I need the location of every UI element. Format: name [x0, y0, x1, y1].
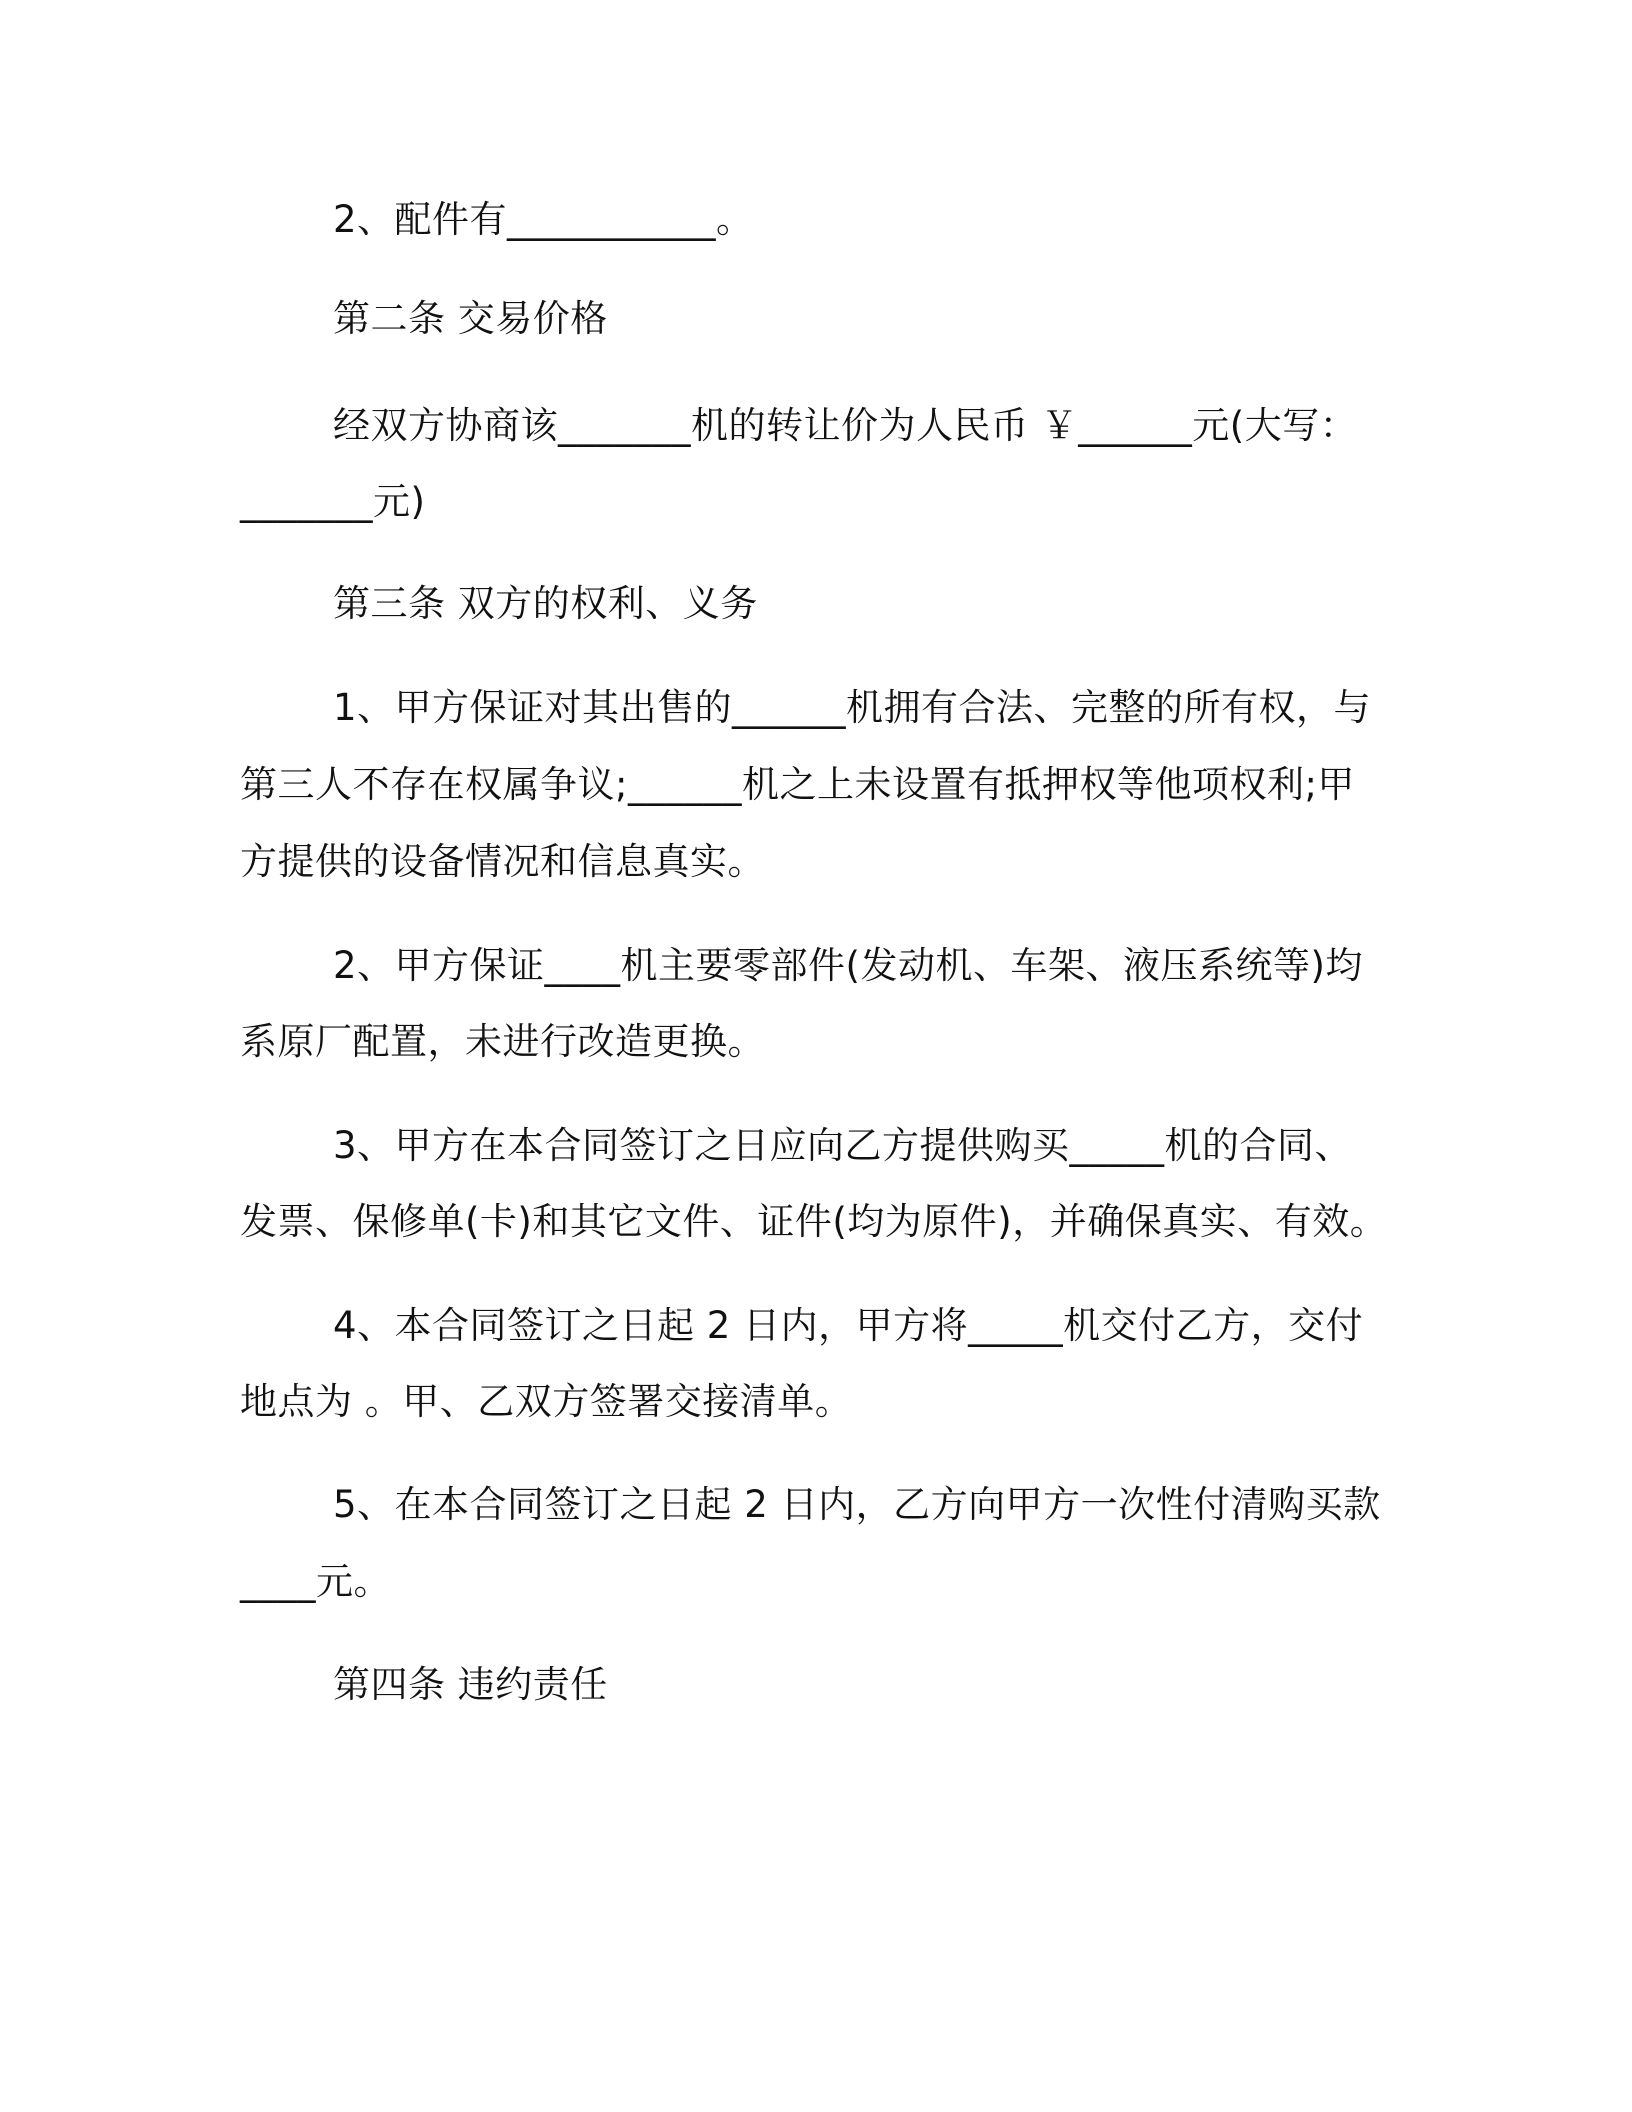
clause-item-accessories: 2、配件有___________。: [333, 198, 754, 241]
clause-3-line-1: 3、甲方在本合同签订之日应向乙方提供购买_____机的合同、: [333, 1124, 1353, 1167]
clause-1-line-3: 方提供的设备情况和信息真实。: [240, 840, 765, 883]
price-paragraph-line-1: 经双方协商该_______机的转让价为人民币 ￥______元(大写：: [333, 404, 1358, 447]
clause-1-line-1: 1、甲方保证对其出售的______机拥有合法、完整的所有权，与: [333, 686, 1372, 729]
clause-2-line-2: 系原厂配置，未进行改造更换。: [240, 1020, 765, 1063]
clause-4-line-1: 4、本合同签订之日起 2 日内，甲方将_____机交付乙方，交付: [333, 1304, 1364, 1347]
article-4-heading: 第四条 违约责任: [333, 1663, 608, 1706]
price-paragraph-line-2: _______元): [240, 480, 426, 523]
article-3-heading: 第三条 双方的权利、义务: [333, 582, 758, 625]
clause-4-line-2: 地点为 。甲、乙双方签署交接清单。: [240, 1380, 853, 1423]
clause-5-line-2: ____元。: [240, 1560, 391, 1603]
clause-5-line-1: 5、在本合同签订之日起 2 日内，乙方向甲方一次性付清购买款: [333, 1483, 1381, 1526]
clause-2-line-1: 2、甲方保证____机主要零部件(发动机、车架、液压系统等)均: [333, 944, 1363, 987]
clause-3-line-2: 发票、保修单(卡)和其它文件、证件(均为原件)，并确保真实、有效。: [240, 1200, 1388, 1243]
clause-1-line-2: 第三人不存在权属争议;______机之上未设置有抵押权等他项权利;甲: [240, 763, 1355, 806]
article-2-heading: 第二条 交易价格: [333, 297, 608, 340]
